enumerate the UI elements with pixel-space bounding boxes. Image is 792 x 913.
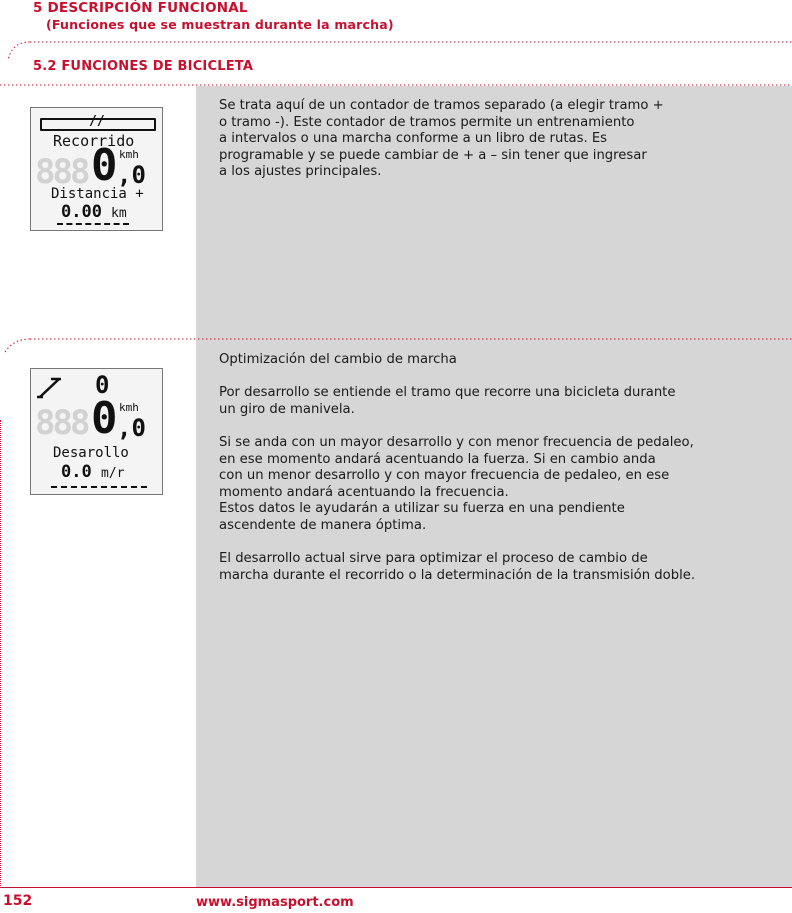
display-trip <box>30 107 163 231</box>
display-big-value: 0 <box>91 393 118 444</box>
footer-rule <box>0 887 792 888</box>
display-ghost-digits: 888 <box>35 152 88 192</box>
display-ghost-digits: 888 <box>35 403 88 443</box>
header-rule <box>0 40 792 90</box>
display-big-decimal: ,0 <box>117 161 146 189</box>
display-big-decimal: ,0 <box>117 414 146 442</box>
page-number: 152 <box>3 893 33 909</box>
section-subtitle: (Funciones que se muestran durante la marcha) <box>46 17 394 32</box>
display-slash-icon: // <box>89 114 105 129</box>
block-2-text: Optimización del cambio de marcha Por desarrollo se entiende el tramo que recorre una bicicleta durante un giro de manivela. Si se anda con un mayor desarrollo y con menor frecuencia de pedaleo, en ese momento andará acentuando la fuerza. Si en cambio anda con un menor desarrollo y con mayor frecuencia de pedaleo, en ese momento andará acentuando la frecuencia. Estos datos le ayudarán a utilizar su fuerza en una pendiente ascendente de manera óptima. El desarrollo actual sirve para optimizar el proceso de cambio de marcha durante el recorrido o la determinación de la transmisión doble. <box>219 352 696 583</box>
display-top-value: 0 <box>95 371 110 399</box>
display-bottom-unit: km <box>111 206 127 221</box>
display-bottom-label: Desarollo <box>53 445 129 461</box>
display-unit: kmh <box>119 401 139 414</box>
display-unit: kmh <box>119 148 139 161</box>
display-bottom-unit: m/r <box>101 466 125 481</box>
block-1-text: Se trata aquí de un contador de tramos separado (a elegir tramo + o tramo -). Este contador de tramos permite un entrenamiento a intervalos o una marcha conforme a un libro de rutas. Es programable y se puede cambiar de + a – sin tener que ingresar a los ajustes principales. <box>219 98 664 180</box>
display-bottom-value: 0.0 <box>61 462 92 482</box>
display-dash-row <box>57 223 129 225</box>
left-guide <box>0 420 1 886</box>
display-big-value: 0 <box>91 140 118 191</box>
footer-url[interactable]: www.sigmasport.com <box>196 895 354 910</box>
incline-icon <box>37 375 63 401</box>
subsection-title: 5.2 FUNCIONES DE BICICLETA <box>33 59 254 74</box>
display-top-label: Recorrido <box>53 132 135 150</box>
display-gear <box>30 368 163 495</box>
display-bottom-value: 0.00 <box>61 202 102 222</box>
section-title: 5 DESCRIPCIÓN FUNCIONAL <box>33 0 248 16</box>
display-dash-row <box>51 486 147 488</box>
display-bottom-label: Distancia + <box>51 186 144 202</box>
